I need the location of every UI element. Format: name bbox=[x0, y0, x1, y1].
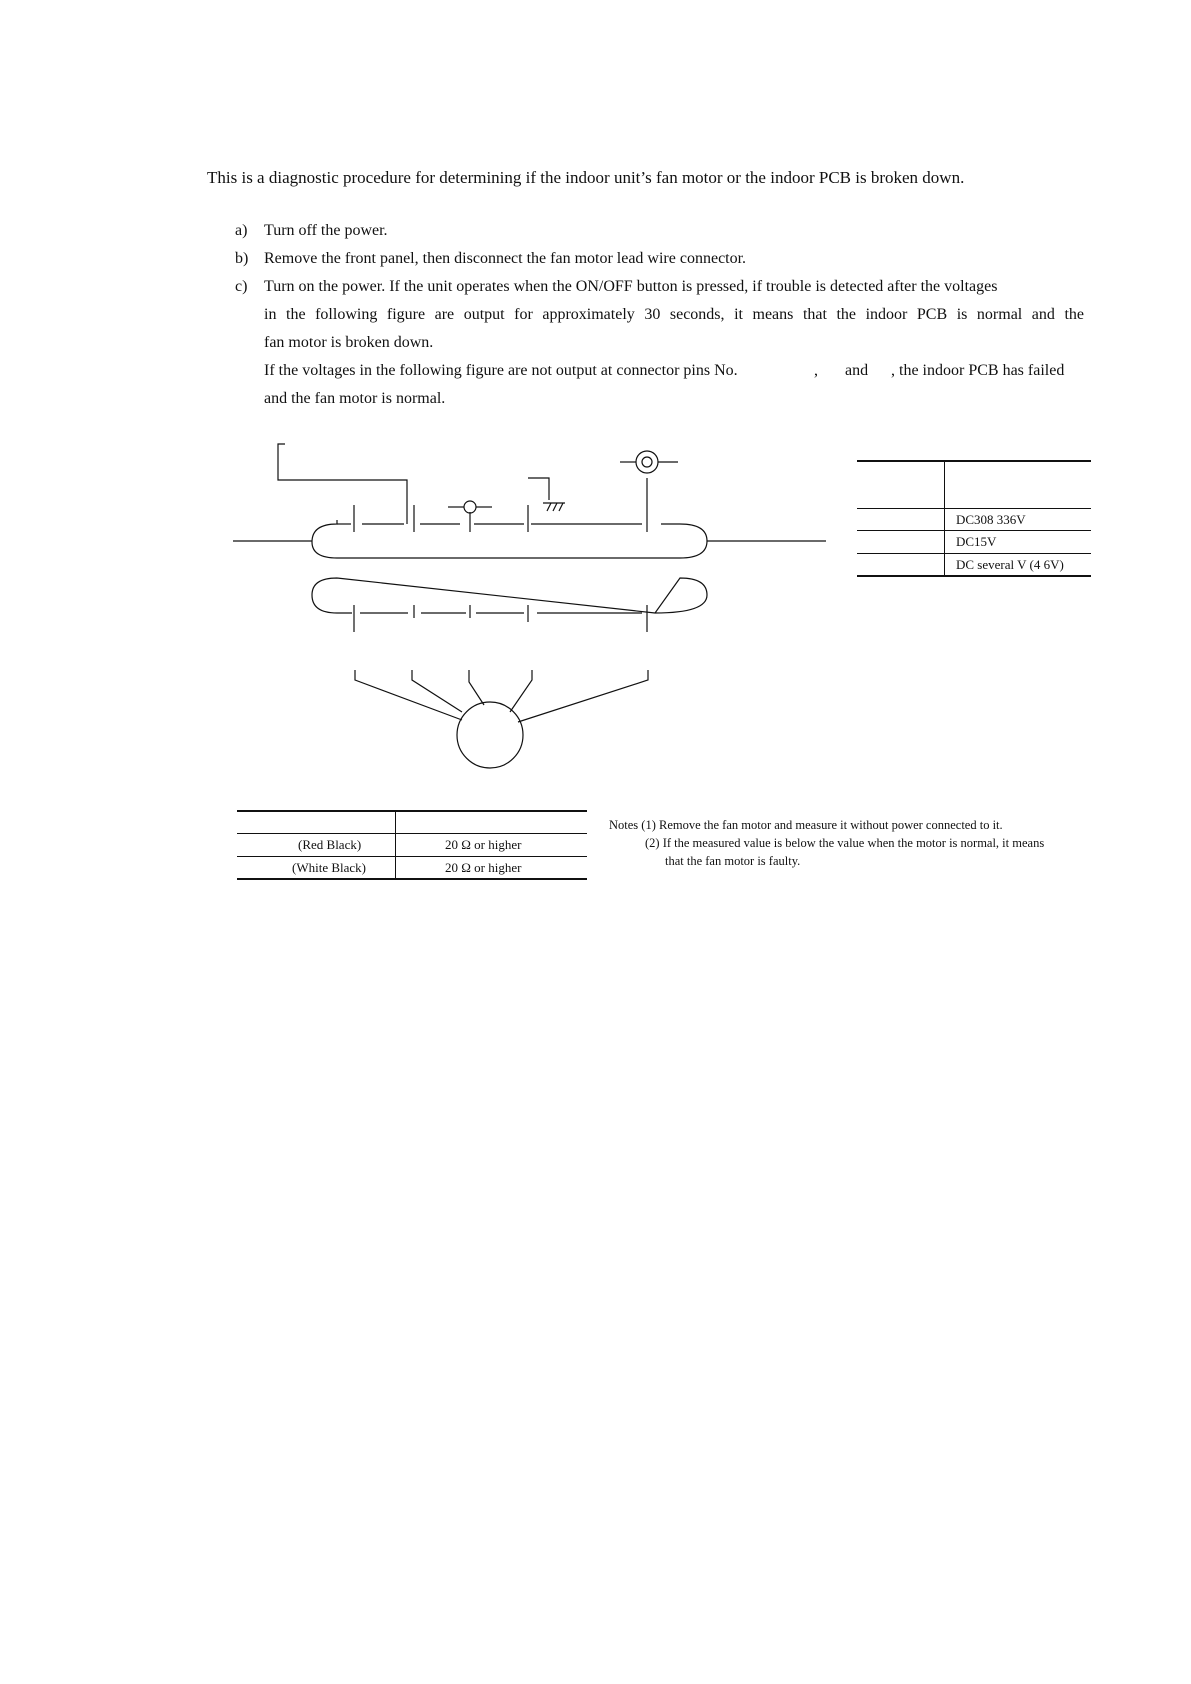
pin-3-terminal bbox=[464, 501, 476, 513]
resistance-value-2: 20 Ω or higher bbox=[445, 860, 522, 875]
upper-connector-outline bbox=[312, 520, 707, 558]
resistance-table-header-rule bbox=[237, 833, 587, 834]
pin-separator: , bbox=[814, 362, 818, 379]
step-c-paragraph-2-end: , the indoor PCB has failed bbox=[891, 362, 1065, 379]
step-c-continuation: in the following figure are output for approximately 30 seconds, it means that the indoor PCB is normal and the bbox=[264, 306, 1084, 323]
step-b-letter: b) bbox=[235, 250, 249, 267]
note-2-cont: that the fan motor is faulty. bbox=[665, 854, 801, 868]
resistance-pair-1: (Red Black) bbox=[298, 837, 362, 852]
voltage-row-1: DC308 336V bbox=[956, 512, 1026, 527]
top-bracket-wire bbox=[278, 444, 407, 524]
voltage-table-bottom-rule bbox=[857, 575, 1091, 577]
step-c-paragraph-2-cont: and the fan motor is normal. bbox=[264, 390, 446, 407]
resistance-table-top-rule bbox=[237, 810, 587, 812]
voltage-row-2: DC15V bbox=[956, 534, 997, 549]
step-a-text: Turn off the power. bbox=[264, 222, 388, 239]
fan-motor-circle bbox=[457, 702, 523, 768]
resistance-pair-2: (White Black) bbox=[292, 860, 366, 875]
intro-text: This is a diagnostic procedure for determining if the indoor unit’s fan motor or the indoor PCB is broken down. bbox=[207, 168, 965, 187]
note-1: Notes (1) Remove the fan motor and measure it without power connected to it. bbox=[609, 818, 1003, 832]
motor-lead-3 bbox=[469, 670, 484, 705]
resistance-value-1: 20 Ω or higher bbox=[445, 837, 522, 852]
pin-5-terminal-inner bbox=[642, 457, 652, 467]
resistance-table-column-divider bbox=[395, 810, 396, 879]
ground-wire bbox=[528, 478, 549, 500]
resistance-table-bottom-rule bbox=[237, 878, 587, 880]
step-c-text: Turn on the power. If the unit operates when the ON/OFF button is pressed, if trouble is detected after the voltages bbox=[264, 278, 998, 295]
voltage-table-column-divider bbox=[944, 460, 945, 576]
voltage-table-row-rule bbox=[857, 530, 1091, 531]
lower-connector-outline bbox=[312, 578, 707, 613]
voltage-table-row-rule bbox=[857, 553, 1091, 554]
resistance-table-row-rule bbox=[237, 856, 587, 857]
step-c-continuation-2: fan motor is broken down. bbox=[264, 334, 434, 351]
step-c-paragraph-2: If the voltages in the following figure are not output at connector pins No. bbox=[264, 362, 738, 379]
pin-5-terminal-outer bbox=[636, 451, 658, 473]
note-2: (2) If the measured value is below the value when the motor is normal, it means bbox=[645, 836, 1045, 850]
voltage-row-3: DC several V (4 6V) bbox=[956, 557, 1064, 572]
motor-lead-5 bbox=[518, 670, 648, 722]
step-b-text: Remove the front panel, then disconnect the fan motor lead wire connector. bbox=[264, 250, 747, 267]
motor-lead-1 bbox=[355, 670, 462, 720]
step-a-letter: a) bbox=[235, 222, 248, 239]
motor-lead-4 bbox=[510, 670, 532, 712]
pin-and: and bbox=[845, 362, 869, 379]
step-c-letter: c) bbox=[235, 278, 248, 295]
voltage-table-top-rule bbox=[857, 460, 1091, 462]
motor-lead-2 bbox=[412, 670, 462, 712]
voltage-table-header-rule bbox=[857, 508, 1091, 509]
